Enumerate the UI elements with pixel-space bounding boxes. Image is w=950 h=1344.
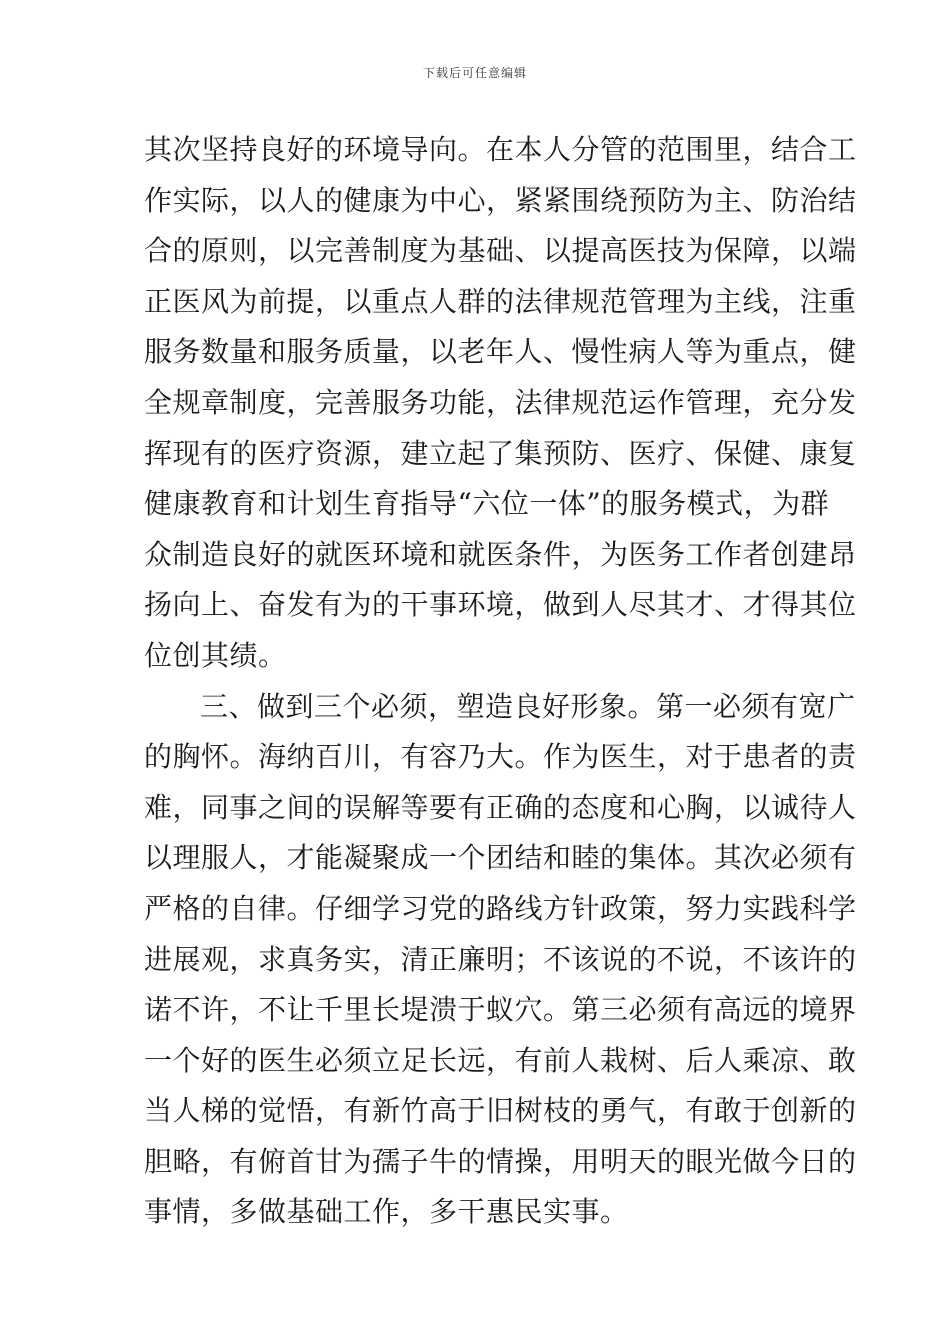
- text-line: 位创其绩。: [144, 638, 287, 672]
- text-line: 的胸怀。海纳百川，有容乃大。作为医生，对于患者的责: [144, 740, 857, 774]
- text-line: 事情，多做基础工作，多干惠民实事。: [144, 1195, 629, 1229]
- text-line: 三、做到三个必须，塑造良好形象。第一必须有宽广: [200, 689, 856, 723]
- document-body: [144, 125, 857, 1238]
- text-line: 正医风为前提，以重点人群的法律规范管理为主线，注重: [144, 284, 857, 318]
- text-line: 严格的自律。仔细学习党的路线方针政策，努力实践科学: [144, 891, 857, 925]
- text-line: 服务数量和服务质量，以老年人、慢性病人等为重点，健: [144, 335, 857, 369]
- text-line: 健康教育和计划生育指导“六位一体”的服务模式，为群: [144, 487, 830, 521]
- text-line: 全规章制度，完善服务功能，法律规范运作管理，充分发: [144, 385, 857, 419]
- text-line: 当人梯的觉悟，有新竹高于旧树枝的勇气，有敢于创新的: [144, 1094, 857, 1128]
- text-line: 其次坚持良好的环境导向。在本人分管的范围里，结合工: [144, 133, 857, 166]
- text-line: 挥现有的医疗资源，建立起了集预防、医疗、保健、康复: [144, 436, 857, 470]
- text-line: 诺不许，不让千里长堤溃于蚁穴。第三必须有高远的境界: [144, 993, 857, 1027]
- paragraph-environment: [144, 125, 857, 682]
- text-line: 胆略，有俯首甘为孺子牛的情操，用明天的眼光做今日的: [144, 1144, 857, 1178]
- text-line: 扬向上、奋发有为的干事环境，做到人尽其才、才得其位: [144, 588, 857, 622]
- paragraph-three-musts: [144, 682, 857, 1239]
- text-line: 作实际，以人的健康为中心，紧紧围绕预防为主、防治结: [144, 183, 857, 217]
- text-line: 一个好的医生必须立足长远，有前人栽树、后人乘凉、敢: [144, 1043, 857, 1077]
- page-header: 下载后可任意编辑: [422, 66, 527, 80]
- text-line: 难，同事之间的误解等要有正确的态度和心胸，以诚待人: [144, 790, 857, 824]
- text-line: 众制造良好的就医环境和就医条件，为医务工作者创建昂: [144, 537, 857, 571]
- text-line: 合的原则，以完善制度为基础、以提高医技为保障，以端: [144, 234, 857, 268]
- text-line: 以理服人，才能凝聚成一个团结和睦的集体。其次必须有: [144, 841, 857, 875]
- text-line: 进展观，求真务实，清正廉明；不该说的不说，不该许的: [144, 942, 857, 976]
